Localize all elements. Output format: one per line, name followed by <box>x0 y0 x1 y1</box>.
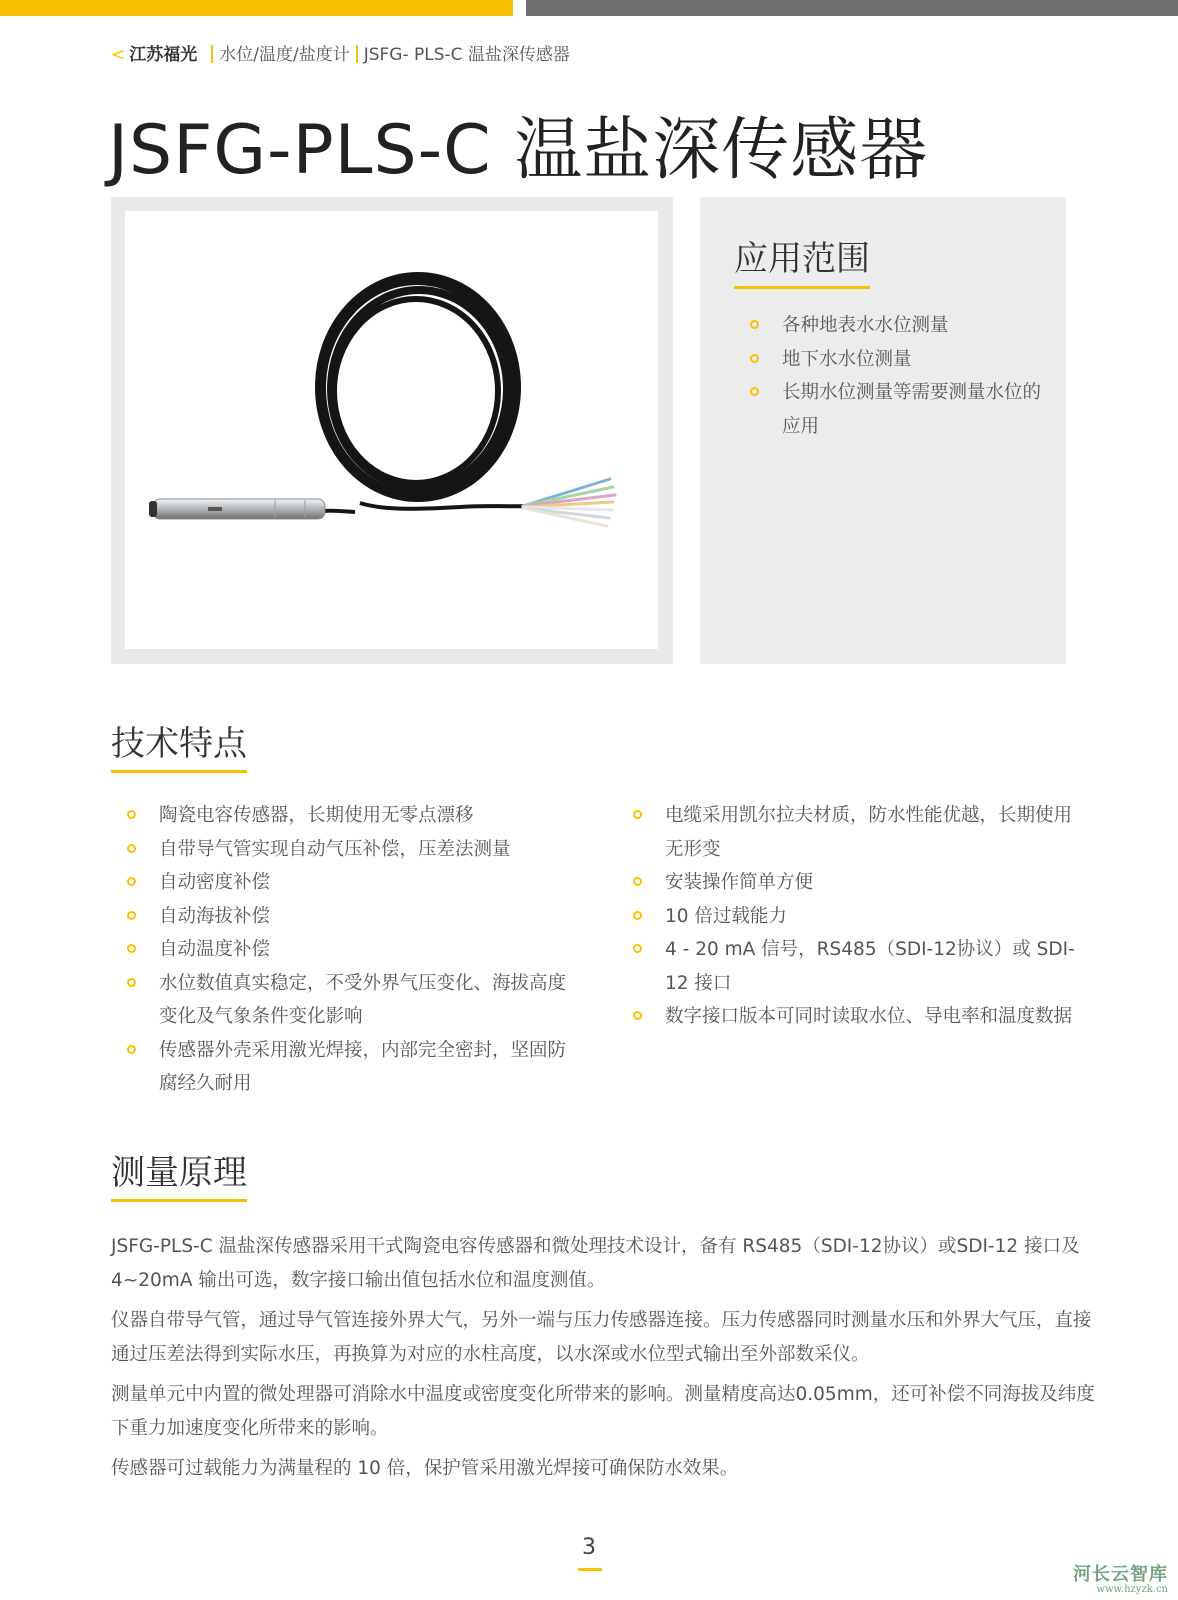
application-panel <box>700 197 1066 664</box>
page-number-underline <box>578 1568 602 1571</box>
header-gray-bar <box>526 0 1178 16</box>
product-image-panel <box>111 197 673 664</box>
bullet-circle-icon <box>127 844 136 853</box>
bullet-circle-icon <box>750 387 759 396</box>
bullet-circle-icon <box>633 1011 642 1020</box>
breadcrumb-home[interactable]: 江苏福光 <box>129 45 198 65</box>
product-image <box>125 211 658 649</box>
principle-body <box>111 1230 1097 1492</box>
list-item: 各种地表水水位测量 <box>734 309 1044 343</box>
bullet-circle-icon <box>127 1045 136 1054</box>
bullet-circle-icon <box>633 944 642 953</box>
list-item: 传感器外壳采用激光焊接，内部完全密封，坚固防腐经久耐用 <box>111 1034 581 1101</box>
bullet-circle-icon <box>127 810 136 819</box>
list-item: 自动密度补偿 <box>111 866 581 900</box>
bullet-circle-icon <box>633 810 642 819</box>
breadcrumb <box>111 40 570 64</box>
header-accent-bar <box>0 0 513 16</box>
back-chevron-icon[interactable]: < <box>111 45 126 65</box>
watermark-url: www.hzyzk.cn <box>1096 1584 1168 1595</box>
watermark-text: 河长云智库 <box>1073 1564 1168 1585</box>
principle-paragraph: 测量单元中内置的微处理器可消除水中温度或密度变化所带来的影响。测量精度高达0.05mm，还可补偿不同海拔及纬度下重力加速度变化所带来的影响。 <box>111 1384 1095 1439</box>
breadcrumb-current: JSFG- PLS-C 温盐深传感器 <box>363 45 570 65</box>
bullet-circle-icon <box>127 877 136 886</box>
principle-paragraph: 仪器自带导气管，通过导气管连接外界大气，另外一端与压力传感器连接。压力传感器同时测量水压和外界大气压，直接通过压差法得到实际水压，再换算为对应的水柱高度，以水深或水位型式输出至外部数采仪。 <box>111 1310 1092 1365</box>
page-title: JSFG-PLS-C 温盐深传感器 <box>108 111 929 190</box>
list-item: 自动海拔补偿 <box>111 900 581 934</box>
list-item: 陶瓷电容传感器，长期使用无零点漂移 <box>111 799 581 833</box>
bullet-circle-icon <box>127 978 136 987</box>
list-item: 自动温度补偿 <box>111 933 581 967</box>
bullet-circle-icon <box>127 911 136 920</box>
bullet-circle-icon <box>633 877 642 886</box>
bullet-circle-icon <box>633 911 642 920</box>
list-item: 长期水位测量等需要测量水位的应用 <box>734 376 1044 443</box>
features-list-left <box>111 799 581 1101</box>
bullet-circle-icon <box>750 320 759 329</box>
sensor-cable-illustration <box>125 211 658 649</box>
features-heading: 技术特点 <box>111 716 247 773</box>
bullet-circle-icon <box>750 354 759 363</box>
list-item: 地下水水位测量 <box>734 343 1044 377</box>
watermark <box>1073 1560 1168 1595</box>
application-heading: 应用范围 <box>734 231 870 289</box>
features-list-right <box>617 799 1087 1034</box>
list-item: 自带导气管实现自动气压补偿，压差法测量 <box>111 833 581 867</box>
breadcrumb-category[interactable]: 水位/温度/盐度计 <box>219 45 350 65</box>
features-right-column <box>617 799 1087 1034</box>
breadcrumb-divider <box>211 45 213 63</box>
principle-paragraph: JSFG-PLS-C 温盐深传感器采用干式陶瓷电容传感器和微处理技术设计，备有 RS485（SDI-12协议）或SDI-12 接口及4~20mA 输出可选，数字接口输出值包括水位和温度测值。 <box>111 1236 1080 1291</box>
list-item: 水位数值真实稳定，不受外界气压变化、海拔高度变化及气象条件变化影响 <box>111 967 581 1034</box>
list-item: 数字接口版本可同时读取水位、导电率和温度数据 <box>617 1000 1087 1034</box>
list-item: 10 倍过载能力 <box>617 900 1087 934</box>
page-number: 3 <box>582 1535 596 1560</box>
features-left-column <box>111 799 581 1101</box>
principle-paragraph: 传感器可过载能力为满量程的 10 倍，保护管采用激光焊接可确保防水效果。 <box>111 1458 739 1479</box>
application-list <box>734 309 1044 443</box>
list-item: 4 - 20 mA 信号，RS485（SDI-12协议）或 SDI-12 接口 <box>617 933 1087 1000</box>
breadcrumb-divider <box>356 45 358 63</box>
bullet-circle-icon <box>127 944 136 953</box>
list-item: 电缆采用凯尔拉夫材质，防水性能优越，长期使用无形变 <box>617 799 1087 866</box>
principle-heading: 测量原理 <box>111 1145 247 1202</box>
list-item: 安装操作简单方便 <box>617 866 1087 900</box>
